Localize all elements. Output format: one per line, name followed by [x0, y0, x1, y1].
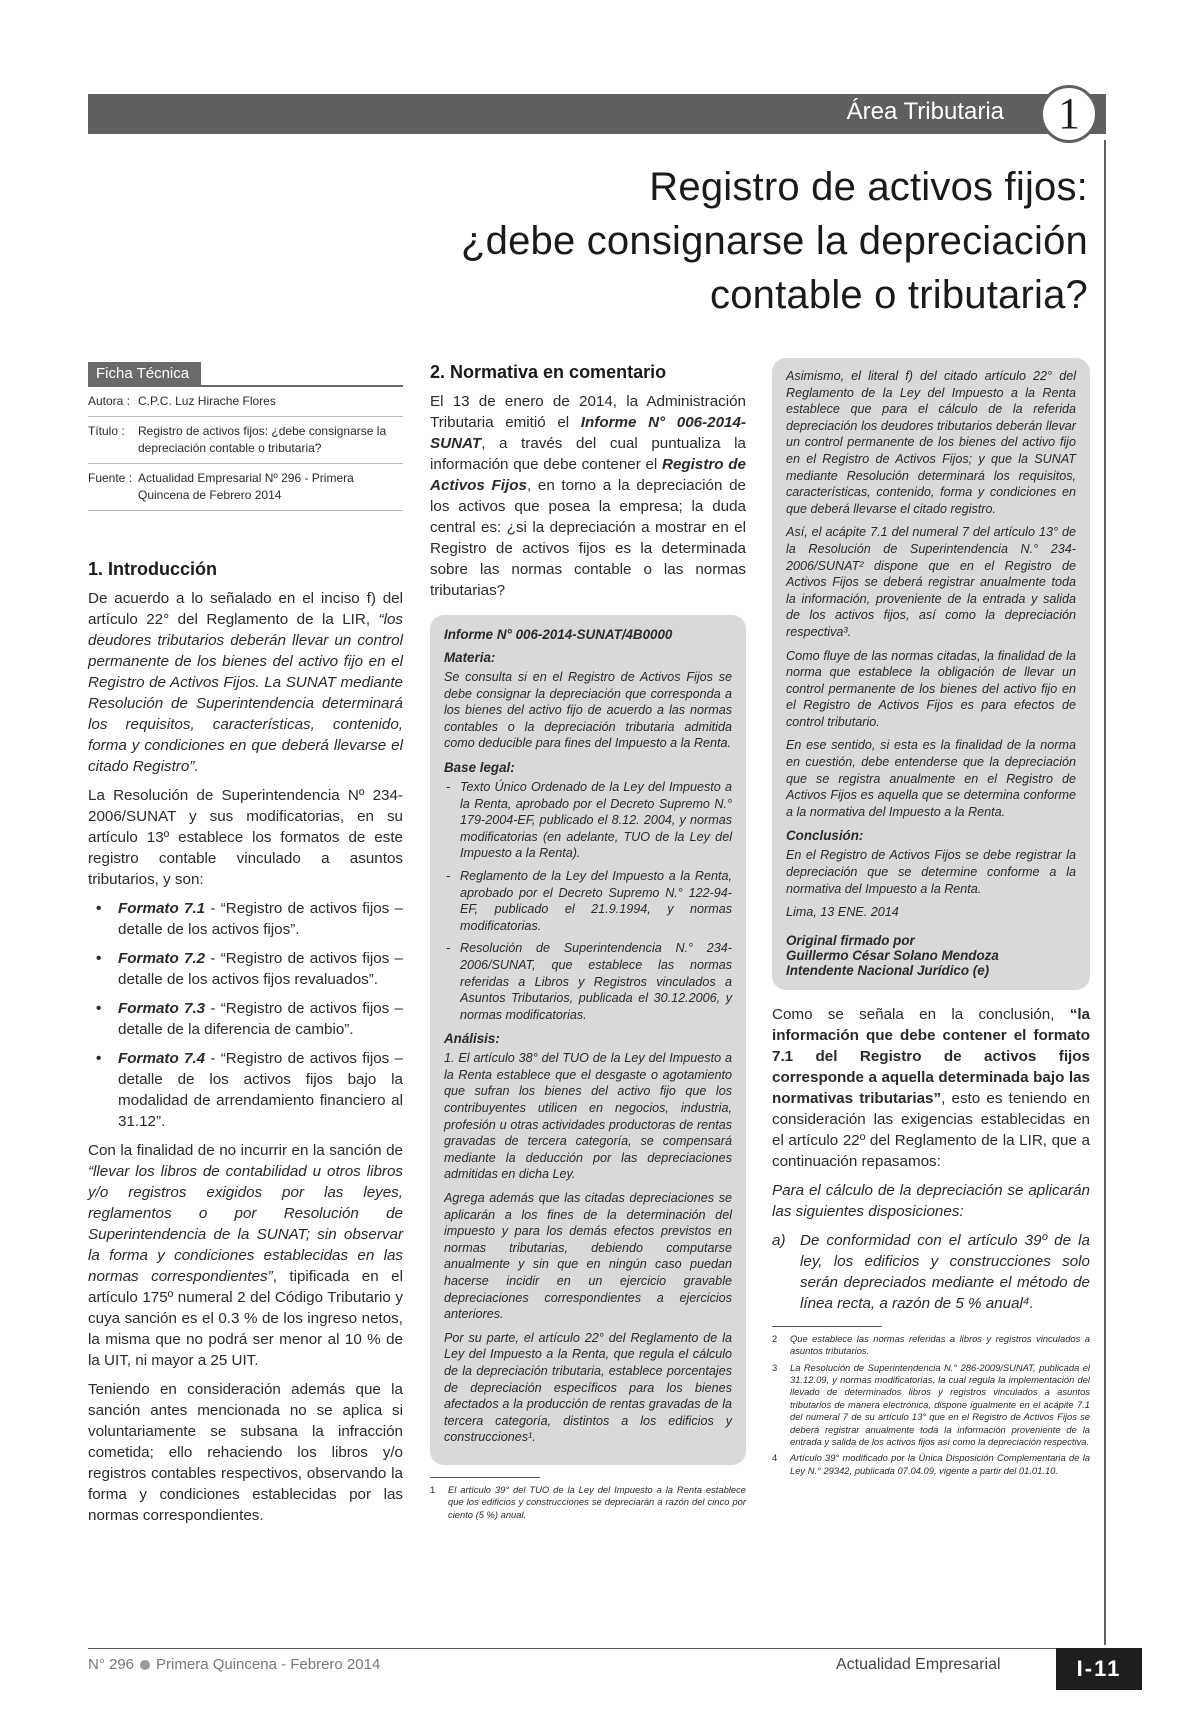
title-line-1: Registro de activos fijos: — [649, 165, 1088, 209]
signature-line-1: Original firmado por — [786, 932, 915, 948]
ficha-value: Actualidad Empresarial Nº 296 - Primera Quincena de Febrero 2014 — [138, 471, 354, 502]
informe-box — [430, 615, 746, 1465]
ficha-table — [88, 385, 403, 511]
text-run: Con la finalidad de no incurrir en la sanción de — [88, 1142, 403, 1159]
list-item — [88, 898, 403, 940]
formatos-list — [88, 898, 403, 1132]
formato-name: Formato 7.3 — [118, 1000, 206, 1017]
formato-name: Formato 7.4 — [118, 1050, 206, 1067]
informe-ref: Informe N° 006-2014-SUNAT — [430, 414, 746, 452]
informe-box-continued — [772, 358, 1090, 990]
formato-name: Formato 7.1 — [118, 900, 206, 917]
comentario-paragraph — [772, 1004, 1090, 1172]
formato-desc: - “Registro de activos fijos – detalle de los activos fijos bajo la modalidad de arrendamiento financiero al 31.12”. — [118, 1050, 403, 1130]
footnote-2 — [772, 1333, 1090, 1358]
quoted-conclusion: “la información que debe contener el formato 7.1 del Registro de activos fijos corresponde a aquella determinada bajo las normativas tributarias” — [772, 1005, 1090, 1107]
intro-paragraph-3 — [88, 1140, 403, 1371]
disposiciones-intro: Para el cálculo de la depreciación se aplicarán las siguientes disposiciones: — [772, 1181, 1090, 1220]
bullet-dot-icon — [140, 1660, 150, 1670]
registro-ref: Registro de Activos Fijos — [430, 456, 746, 494]
materia-heading: Materia: — [444, 650, 496, 665]
text-run: El 13 de enero de 2014, la Administración Tributaria emitió el — [430, 393, 746, 431]
footnote-number: 1 — [430, 1483, 436, 1495]
intro-paragraph-2: La Resolución de Superintendencia Nº 234-2006/SUNAT y sus modificatorias, en su artículo 13º establece los formatos de este registro contable vinculado a asuntos tributarios, y son: — [88, 787, 403, 888]
section-number-badge: 1 — [1040, 85, 1098, 143]
intro-paragraph-1 — [88, 588, 403, 777]
formato-desc: - “Registro de activos fijos – detalle de los activos fijos”. — [118, 900, 403, 938]
list-item — [88, 1048, 403, 1132]
informe-date: Lima, 13 ENE. 2014 — [786, 905, 899, 920]
footnote-number: 3 — [772, 1361, 778, 1373]
footer-rule — [88, 1648, 1106, 1649]
section-name: Área Tributaria — [846, 98, 1004, 125]
ficha-key: Fuente : — [88, 471, 133, 485]
column-3 — [772, 358, 1090, 1481]
footnote-text: El artículo 39° del TUO de la Ley del Impuesto a la Renta establece que los edificios y construcciones se depreciarán a razón del cinco por ciento (5 %) anual. — [448, 1483, 746, 1520]
conclusion-text: En el Registro de Activos Fijos se debe registrar la depreciación que se determine conforme a la normativa del Impuesto a la Renta. — [786, 848, 1076, 896]
quoted-text: “llevar los libros de contabilidad u otros libros y/o registros exigidos por las leyes, reglamentos o por Resolución de Superintendencia de la SUNAT; sin observar la forma y condiciones establecidas en las normas correspondientes” — [88, 1163, 403, 1285]
text-run: Como se señala en la conclusión, — [772, 1005, 1070, 1023]
list-item — [88, 998, 403, 1040]
formato-desc: - “Registro de activos fijos – detalle de la diferencia de cambio”. — [118, 1000, 403, 1038]
signature-line-2: Guillermo César Solano Mendoza — [786, 947, 999, 963]
footnote-number: 4 — [772, 1452, 778, 1464]
footnote-4 — [772, 1452, 1090, 1477]
issue-number: N° 296 — [88, 1656, 135, 1673]
footnote-1 — [430, 1484, 746, 1521]
list-item — [88, 948, 403, 990]
article-title — [188, 160, 1088, 322]
base-legal-heading: Base legal: — [444, 759, 515, 775]
text-run: De acuerdo a lo señalado en el inciso f) del artículo 22° del Reglamento de la LIR, — [88, 590, 403, 628]
footer-issue — [88, 1656, 380, 1673]
quoted-text: “los deudores tributarios deberán llevar un control permanente de los bienes del activo fijo en el Registro de Activos Fijos. La SUNAT mediante Resolución de Superintendencia determinará los requisitos, características, contenido, forma y condiciones en que deberá llevarse el citado Registro”. — [88, 611, 403, 775]
formato-desc: - “Registro de activos fijos – detalle de los activos fijos revaluados”. — [118, 950, 403, 988]
title-line-3: contable o tributaria? — [710, 273, 1088, 317]
list-item: - Texto Único Ordenado de la Ley del Impuesto a la Renta, aprobado por el Decreto Supremo N.° 179-2004-EF, publicado el 8.12. 2004, y normas modificatorias (en adelante, TUO de la Ley del Impuesto a la Renta). — [444, 779, 732, 862]
list-marker: a) — [772, 1231, 786, 1249]
footnote-3 — [772, 1362, 1090, 1449]
list-item: - Reglamento de la Ley del Impuesto a la Renta, aprobado por el Decreto Supremo N.° 122-94-EF, publicado el 21.9.1994, y normas modificatorias. — [444, 868, 732, 934]
ficha-tab: Ficha Técnica — [88, 362, 201, 385]
text-run: , a través del cual puntualiza la información que debe contener el — [430, 435, 746, 473]
analisis-paragraph-3: Por su parte, el artículo 22° del Reglamento de la Ley del Impuesto a la Renta, que regula el cálculo de la depreciación tributaria, establece porcentajes de depreciación específicos para los bienes afectados a la producción de rentas gravadas de la tercera categoría, distintos a los edificios y construcciones¹. — [444, 1330, 732, 1445]
list-item: - Resolución de Superintendencia N.° 234-2006/SUNAT, que establece las normas referidas a Libros y Registros vinculados a Asuntos Tributarios, publicada el 30.12.2006, y normas modificatorias. — [444, 940, 732, 1023]
ficha-row-title — [88, 417, 403, 464]
analisis-paragraph-2: Agrega además que las citadas depreciaciones se aplicarán a los fines de la determinación del impuesto y para los demás efectos previstos en normas tributarias, debiendo computarse anualmente y sin que en ningún caso puedan hacerse incidir en un ejercicio gravable depreciaciones correspondientes a ejercicios anteriores. — [444, 1191, 732, 1322]
formato-name: Formato 7.2 — [118, 950, 206, 967]
normativa-paragraph — [430, 391, 746, 601]
footnote-divider — [430, 1477, 540, 1478]
page-number: I-11 — [1056, 1648, 1142, 1690]
intro-paragraph-4: Teniendo en consideración además que la sanción antes mencionada no se aplica si voluntariamente se subsana la infracción cometida; ello rehaciendo los libros y/o registros contables respectivos, observando la forma y condiciones establecidas por las normas correspondientes. — [88, 1381, 403, 1524]
ficha-key: Título : — [88, 424, 125, 438]
text-run: , tipificada en el artículo 175º numeral 2 del Código Tributario y cuya sanción es el 0.3 % de los ingreso netos, la misma que no podrá ser menor al 10 % de la UIT, ni mayor a 25 UIT. — [88, 1268, 403, 1369]
text-run: , esto es teniendo en consideración las exigencias establecidas en el artículo 22º del Reglamento de la LIR, que a continuación repasamos: — [772, 1089, 1090, 1170]
conclusion-heading: Conclusión: — [786, 828, 864, 844]
column-1 — [88, 362, 403, 1534]
heading-normativa: 2. Normativa en comentario — [430, 362, 667, 382]
right-margin-rule — [1104, 140, 1106, 1645]
informe-box-title: Informe N° 006-2014-SUNAT/4B0000 — [444, 627, 673, 642]
box-paragraph-3: Como fluye de las normas citadas, la finalidad de la norma que establece la obligación de llevar un control permanente de los bienes del activo fijo en el Registro de Activos Fijos es para efectos de control tributario. — [786, 648, 1076, 729]
ficha-row-author — [88, 387, 403, 417]
footnote-text: Que establece las normas referidas a libros y registros vinculados a asuntos tributarios. — [790, 1332, 1090, 1357]
signature-line-3: Intendente Nacional Jurídico (e) — [786, 962, 990, 978]
footnote-number: 2 — [772, 1332, 778, 1344]
box-paragraph-1: Asimismo, el literal f) del citado artículo 22° del Reglamento de la Ley del Impuesto a la Renta establece que para el cálculo de la referida depreciación los deudores tributarios deberán llevar un control permanente de los bienes del activo fijo en el Registro de Activos Fijos; y que la SUNAT mediante Resolución determinará los requisitos, características, contenido, forma y condiciones en que deberá llevarse el citado registro. — [786, 369, 1076, 516]
analisis-paragraph-1: 1. El artículo 38° del TUO de la Ley del Impuesto a la Renta establece que el desgaste o agotamiento que sufran los bienes del activo fijo que los contribuyentes utilicen en negocios, industria, profesión u otras actividades productoras de rentas gravadas de tercera categoría, se compensará mediante la deducción por las depreciaciones admitidas en dicha Ley. — [444, 1051, 732, 1182]
list-item-text: De conformidad con el artículo 39º de la ley, los edificios y construcciones solo serán depreciados mediante el método de línea recta, a razón de 5 % anual⁴. — [800, 1231, 1090, 1312]
footer-publication: Actualidad Empresarial — [836, 1656, 1001, 1673]
box-paragraph-2: Así, el acápite 7.1 del numeral 7 del artículo 13° de la Resolución de Superintendencia N.° 234-2006/SUNAT² dispone que en el Registro de Activos Fijos se deberá registrar anualmente toda la información, proveniente de la entrada y salida de los activos fijos, así como la depreciación respectiva³. — [786, 525, 1076, 639]
footnote-divider — [772, 1326, 882, 1327]
text-run: , en torno a la depreciación de los activos que posea la empresa; la duda central es: ¿si la depreciación a mostrar en el Registro de activos fijos es la determinada sobre las normas contable o las normas tributarias? — [430, 477, 747, 599]
ficha-value: C.P.C. Luz Hirache Flores — [138, 394, 276, 408]
ficha-tecnica — [88, 362, 403, 511]
column-2 — [430, 362, 746, 1525]
footnote-text: Artículo 39° modificado por la Única Disposición Complementaria de la Ley N.° 29342, publicada 07.04.09, vigente a partir del 01.01.10. — [790, 1452, 1090, 1476]
issue-period: Primera Quincena - Febrero 2014 — [156, 1656, 381, 1673]
list-item — [772, 1230, 1090, 1314]
ficha-row-source — [88, 464, 403, 511]
box-paragraph-4: En ese sentido, si esta es la finalidad de la norma en cuestión, debe entenderse que la depreciación que se registra anualmente en el Registro de Activos Fijos es aquella que se determina conforme a la normativa del Impuesto a la Renta. — [786, 738, 1076, 819]
ficha-value: Registro de activos fijos: ¿debe consignarse la depreciación contable o tributaria? — [138, 424, 387, 455]
title-line-2: ¿debe consignarse la depreciación — [461, 219, 1088, 263]
ficha-key: Autora : — [88, 394, 131, 408]
footnote-text: La Resolución de Superintendencia N.° 286-2009/SUNAT, publicada el 31.12.09, y normas modificatorias, la cual regula la implementación del llevado de determinados libros y registros vinculados a asuntos tributarios de manera electrónica, dispone igualmente en el acápite 7.1 del numeral 7 de su artículo 13° que en el Registro de Activos Fijos se deberá registrar anualmente toda la información proveniente de la entrada y salida de los activos fijos así como la depreciación respectiva. — [790, 1361, 1090, 1448]
heading-introduccion: 1. Introducción — [88, 559, 218, 579]
disposiciones-list — [772, 1230, 1090, 1314]
base-legal-list — [444, 779, 732, 1023]
materia-text: Se consulta si en el Registro de Activos Fijos se debe consignar la depreciación que corresponda a los bienes del activo fijo de acuerdo a las normas contables o la depreciación tributaria admitida como deducible para fines del Impuesto a la Renta. — [444, 670, 732, 751]
analisis-heading: Análisis: — [444, 1031, 500, 1047]
